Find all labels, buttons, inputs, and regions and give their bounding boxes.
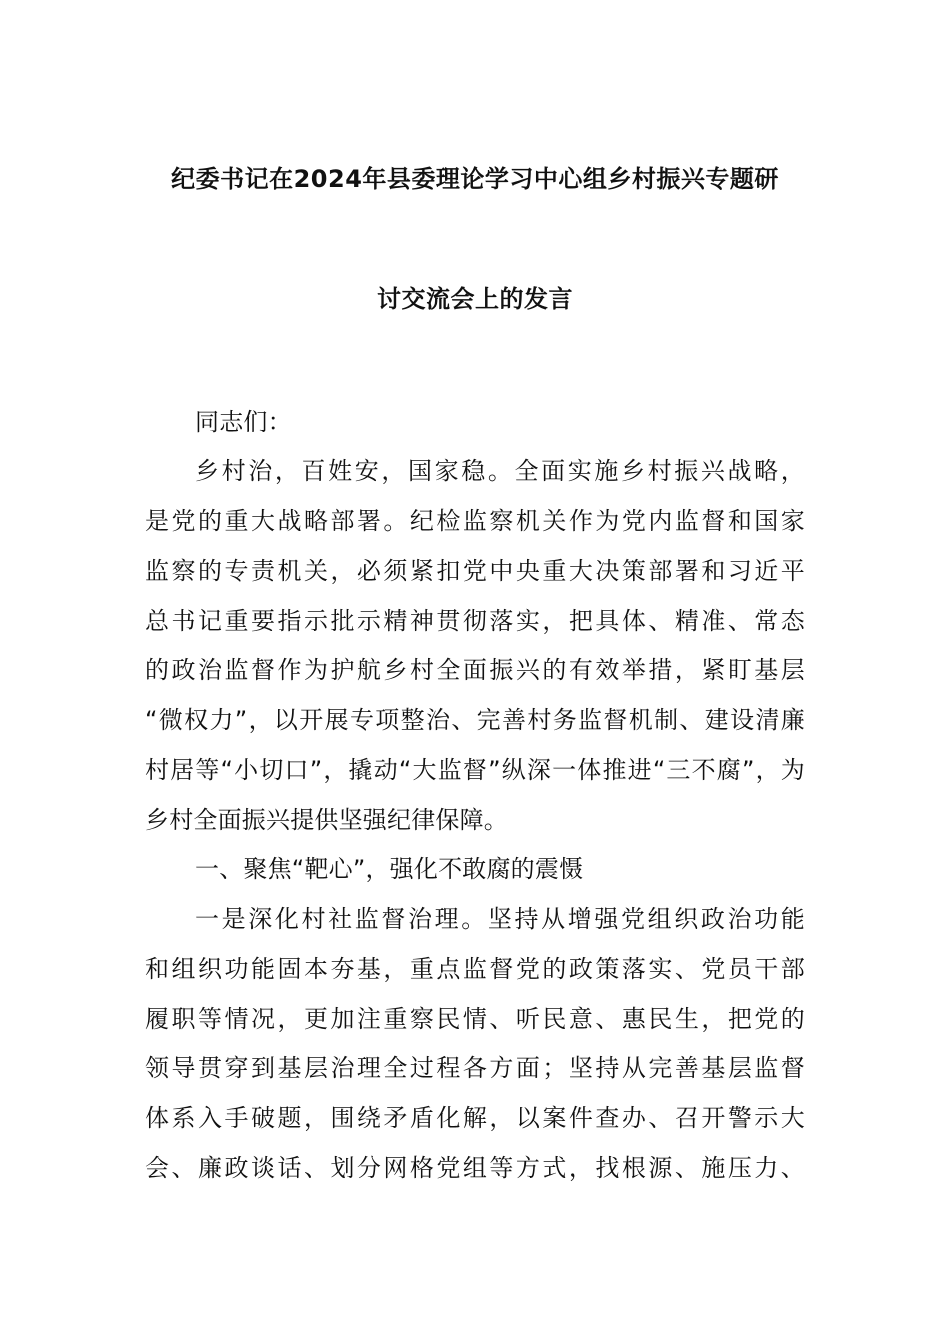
section-heading: 一、聚焦“靶心”，强化不敢腐的震慑 [195, 855, 584, 883]
paragraph-line: 体系入手破题，围绕矛盾化解，以案件查办、召开警示大 [145, 1104, 805, 1132]
paragraph-line: 乡村全面振兴提供坚强纪律保障。 [145, 806, 508, 834]
document-title-line-1: 纪委书记在2024年县委理论学习中心组乡村振兴专题研 [171, 165, 779, 193]
salutation: 同志们： [195, 408, 292, 436]
document-title-line-2: 讨交流会上的发言 [377, 285, 573, 313]
paragraph-line: 和组织功能固本夯基，重点监督党的政策落实、党员干部 [145, 955, 805, 983]
paragraph-line: 会、廉政谈话、划分网格党组等方式，找根源、施压力、 [145, 1154, 805, 1182]
paragraph-line: 村居等“小切口”，撬动“大监督”纵深一体推进“三不腐”，为 [145, 756, 805, 784]
paragraph-line: 是党的重大战略部署。纪检监察机关作为党内监督和国家 [145, 507, 805, 535]
paragraph-line: 领导贯穿到基层治理全过程各方面；坚持从完善基层监督 [145, 1054, 805, 1082]
paragraph-line: 总书记重要指示批示精神贯彻落实，把具体、精准、常态 [145, 607, 805, 635]
paragraph-line: 乡村治，百姓安，国家稳。全面实施乡村振兴战略， [195, 457, 805, 485]
paragraph-line: 履职等情况，更加注重察民情、听民意、惠民生，把党的 [145, 1005, 805, 1033]
paragraph-line: 的政治监督作为护航乡村全面振兴的有效举措，紧盯基层 [145, 656, 805, 684]
paragraph-line: “微权力”，以开展专项整治、完善村务监督机制、建设清廉 [145, 706, 805, 734]
paragraph-line: 一是深化村社监督治理。坚持从增强党组织政治功能 [195, 905, 805, 933]
paragraph-line: 监察的专责机关，必须紧扣党中央重大决策部署和习近平 [145, 557, 805, 585]
